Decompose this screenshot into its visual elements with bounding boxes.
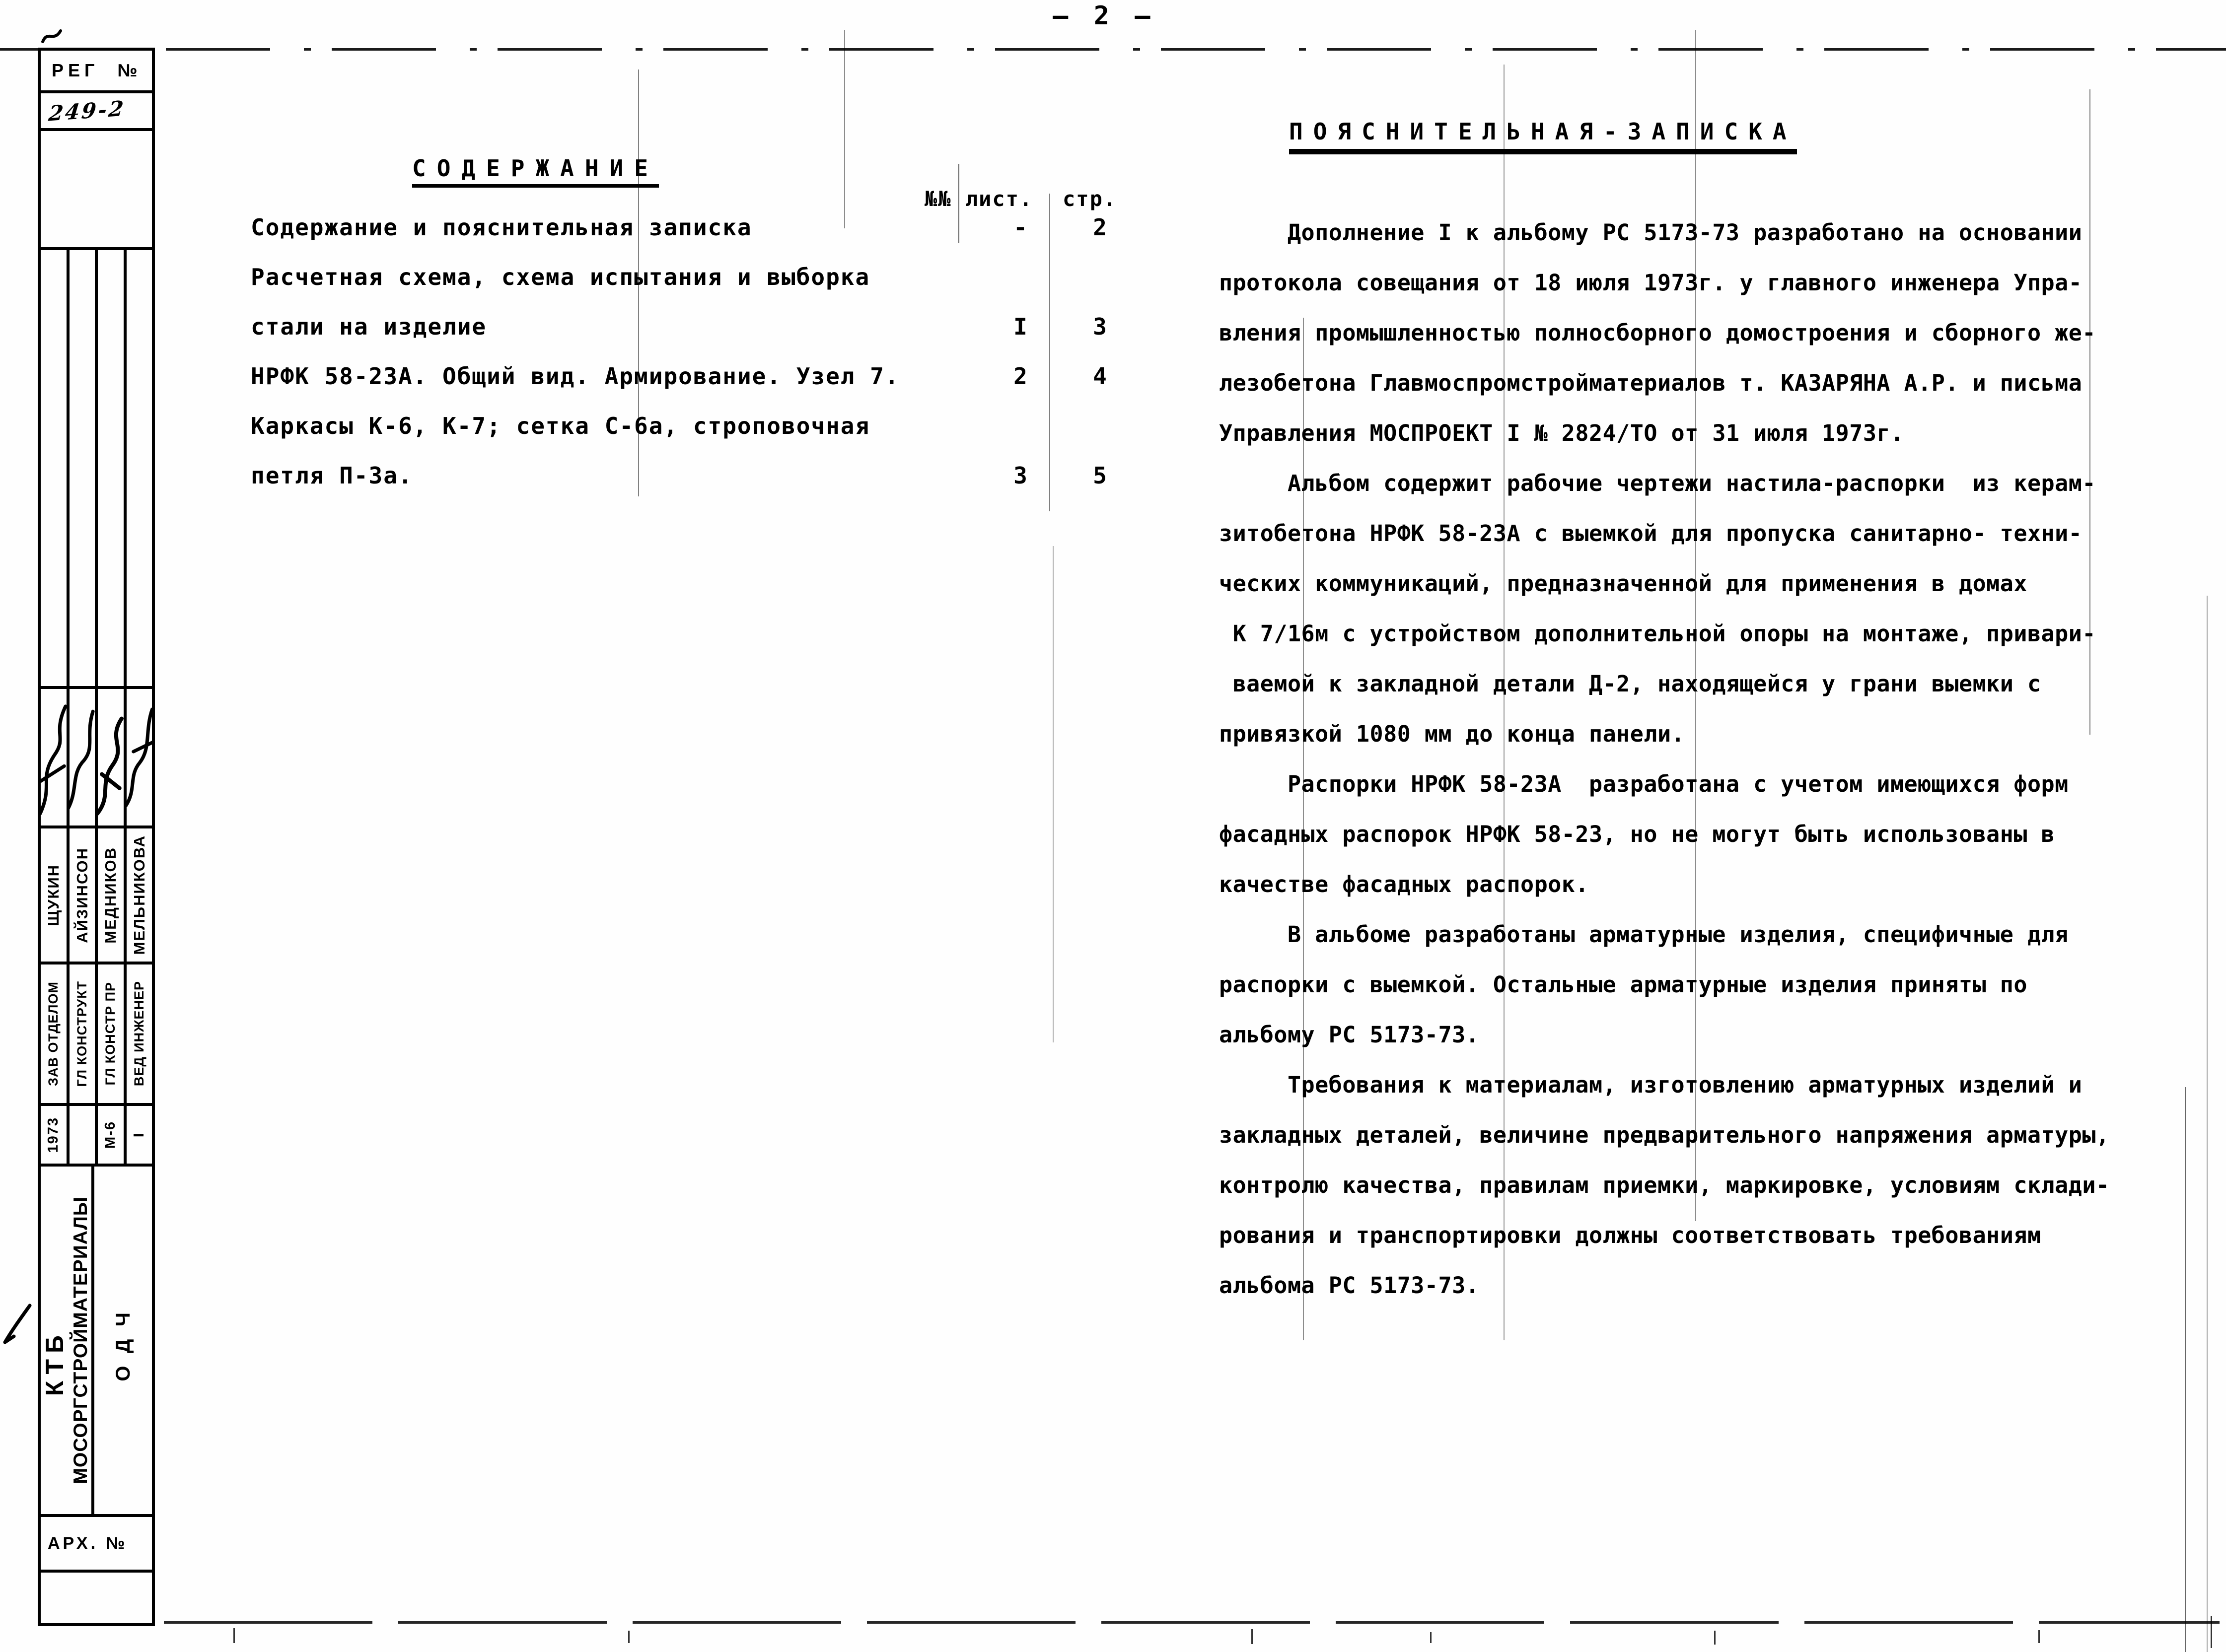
- note-line: распорки с выемкой. Остальные арматурные изделия приняты по: [1219, 971, 2027, 998]
- note-line: ваемой к закладной детали Д-2, находящейся у грани выемки с: [1219, 671, 2041, 697]
- toc-sheet-column-header: №№ лист.: [925, 187, 1033, 211]
- pen-mark: [40, 26, 65, 49]
- scan-tick: [1714, 1631, 1716, 1645]
- signer-column: [70, 250, 98, 1164]
- title-block: [38, 48, 155, 1626]
- signer-column: [41, 250, 70, 1164]
- org-name: МОСОРГСТРОЙМАТЕРИАЛЫ: [70, 1196, 91, 1484]
- signature-scribble: [127, 689, 152, 828]
- reg-number-text: 249-2: [47, 95, 127, 126]
- note-line: альбома РС 5173-73.: [1219, 1272, 1480, 1299]
- toc-entry-text: Расчетная схема, схема испытания и выборка: [251, 264, 870, 290]
- toc-entry-text: НРФК 58-23А. Общий вид. Армирование. Узел 7.: [251, 363, 900, 390]
- note-line: Требования к материалам, изготовлению арматурных изделий и: [1219, 1072, 2082, 1098]
- toc-title: СОДЕРЖАНИЕ: [412, 155, 659, 188]
- toc-page-column-header: стр.: [1063, 187, 1117, 211]
- signer-role: ВЕД ИНЖЕНЕР: [131, 981, 146, 1087]
- toc-entry-text: Каркасы К-6, К-7; сетка С-6а, строповочная: [251, 413, 870, 439]
- toc-row: [251, 302, 1184, 351]
- toc-page-number: 5: [1093, 462, 1107, 489]
- scan-tick: [1251, 1629, 1253, 1644]
- note-line: лезобетона Главмоспромстройматериалов т. КАЗАРЯНА А.Р. и письма: [1219, 370, 2082, 396]
- note-line: вления промышленностью полносборного домостроения и сборного же-: [1219, 320, 2096, 346]
- organization-section: [41, 1167, 152, 1517]
- note-line: Распорки НРФК 58-23А разработана с учетом имеющихся форм: [1219, 771, 2069, 797]
- top-edge-line: [0, 48, 2226, 51]
- signer-label: 1973: [45, 1116, 62, 1153]
- pen-mark: [1, 1301, 36, 1350]
- scan-tick: [628, 1631, 630, 1643]
- signer-column: [127, 250, 152, 1164]
- scan-artifact-line: [1053, 546, 1054, 1042]
- note-line: ческих коммуникаций, предназначенной для применения в домах: [1219, 570, 2027, 597]
- scan-tick: [233, 1628, 235, 1643]
- toc-page-number: [1060, 252, 1140, 302]
- toc-entry-text: петля П-3а.: [251, 462, 413, 489]
- note-line: качестве фасадных распорок.: [1219, 871, 1589, 897]
- note-line: привязкой 1080 мм до конца панели.: [1219, 721, 1685, 747]
- note-line: протокола совещания от 18 июля 1973г. у главного инженера Упра-: [1219, 270, 2082, 296]
- note-line: фасадных распорок НРФК 58-23, но не могут быть использованы в: [1219, 821, 2055, 847]
- note-line: контролю качества, правилам приемки, маркировке, условиям склади-: [1219, 1172, 2110, 1198]
- note-line: зитобетона НРФК 58-23А с выемкой для пропуска санитарно- техни-: [1219, 520, 2082, 547]
- signature-scribble: [41, 689, 67, 828]
- note-line: рования и транспортировки должны соответствовать требованиям: [1219, 1222, 2041, 1248]
- note-body: [1219, 207, 2128, 1310]
- signature-grid: [41, 250, 152, 1167]
- scan-artifact-line: [2207, 596, 2208, 1652]
- signer-role: ГЛ КОНСТРУКТ: [74, 980, 89, 1087]
- note-line: альбому РС 5173-73.: [1219, 1022, 1480, 1048]
- toc-sheet-number: 2: [1013, 363, 1027, 390]
- note-line: К 7/16м с устройством дополнительной опоры на монтаже, привари-: [1219, 620, 2096, 647]
- stamp-empty-box: [41, 1573, 152, 1622]
- toc-row: [251, 401, 1184, 451]
- department-code: ОДЧ: [112, 1299, 134, 1381]
- page-number: — 2 —: [1053, 1, 1155, 31]
- archive-number-label: АРХ. №: [41, 1517, 152, 1573]
- signer-name: ЩУКИН: [45, 864, 63, 926]
- signer-name: АЙЗИНСОН: [73, 847, 91, 943]
- toc-row: [251, 203, 1184, 252]
- signer-label: М-6: [102, 1121, 119, 1149]
- stamp-empty-box: [41, 131, 152, 250]
- scan-tick: [2211, 1616, 2212, 1648]
- signer-name: МЕДНИКОВ: [102, 846, 120, 944]
- toc-sheet-number: -: [1013, 214, 1027, 241]
- signer-role: ГЛ КОНСТР ПР: [103, 982, 118, 1086]
- note-line: Альбом содержит рабочие чертежи настила-распорки из керам-: [1219, 470, 2096, 496]
- toc-row: [251, 351, 1184, 401]
- toc-entry-text: Содержание и пояснительная записка: [251, 214, 752, 241]
- scan-tick: [2038, 1630, 2040, 1643]
- reg-number-label: РЕГ №: [41, 51, 152, 93]
- toc-row: [251, 451, 1184, 500]
- scan-artifact-line: [844, 30, 845, 228]
- note-line: закладных деталей, величине предварительного напряжения арматуры,: [1219, 1122, 2110, 1148]
- toc-sheet-number: [981, 401, 1060, 451]
- toc-page-number: [1060, 401, 1140, 451]
- toc-page-number: 4: [1093, 363, 1107, 390]
- signature-scribble: [98, 689, 124, 828]
- note-line: В альбоме разработаны арматурные изделия, специфичные для: [1219, 921, 2069, 948]
- scan-tick: [1430, 1632, 1432, 1643]
- signer-label: I: [131, 1132, 147, 1138]
- signer-name: МЕЛЬНИКОВА: [130, 835, 148, 955]
- toc-sheet-number: 3: [1013, 462, 1027, 489]
- toc-entry-text: стали на изделие: [251, 313, 487, 340]
- signer-column: [98, 250, 127, 1164]
- org-abbr: КТБ: [40, 1329, 69, 1396]
- toc-row: [251, 252, 1184, 302]
- toc-sheet-number: [981, 252, 1060, 302]
- toc-sheet-number: I: [1013, 313, 1027, 340]
- note-line: Дополнение I к альбому РС 5173-73 разработано на основании: [1219, 219, 2082, 246]
- toc-page-number: 3: [1093, 313, 1107, 340]
- signer-role: ЗАВ ОТДЕЛОМ: [46, 981, 61, 1086]
- note-line: Управления МОСПРОЕКТ I № 2824/ТО от 31 июля 1973г.: [1219, 420, 1904, 446]
- bottom-edge-line: [164, 1621, 2220, 1624]
- reg-number-value: [41, 93, 152, 131]
- toc-page-number: 2: [1093, 214, 1107, 241]
- note-title: ПОЯСНИТЕЛЬНАЯ-ЗАПИСКА: [1289, 118, 1797, 154]
- scan-artifact-line: [2185, 1087, 2186, 1652]
- toc-list: [251, 203, 1184, 500]
- signature-scribble: [70, 689, 95, 828]
